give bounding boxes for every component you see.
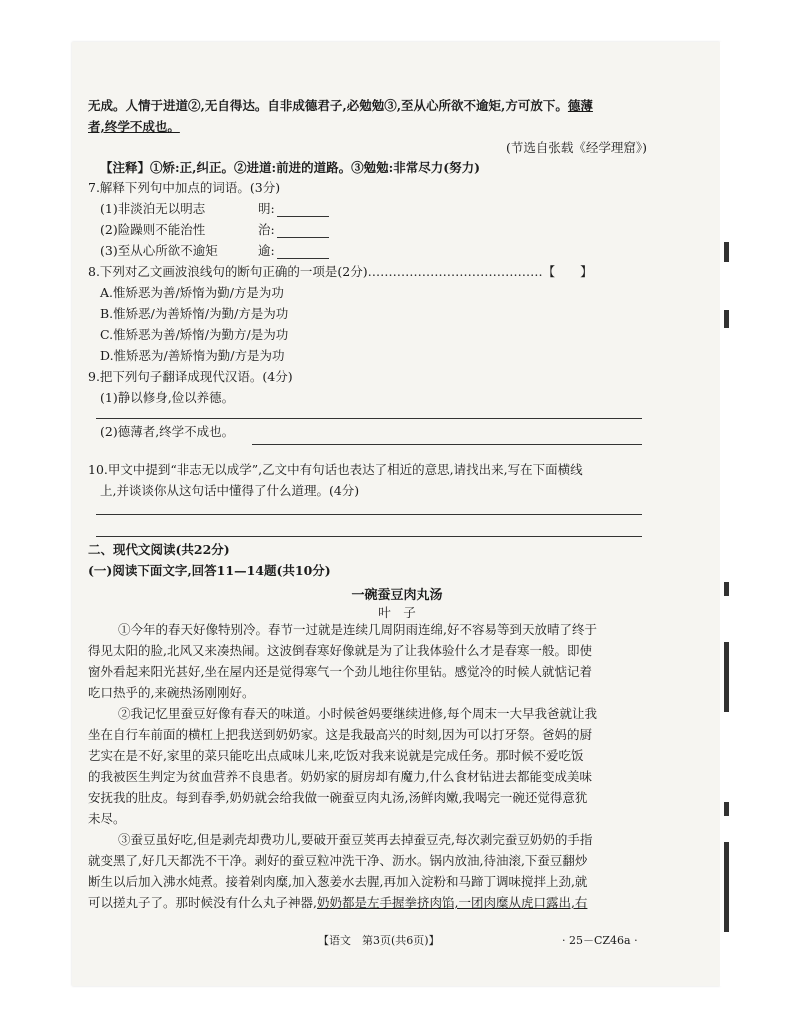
q7-item-2: (2)险躁则不能治性	[100, 222, 206, 237]
article-title: 一碗蚕豆肉丸汤	[351, 588, 443, 603]
q7-answer-blank-1[interactable]	[277, 216, 329, 217]
paragraph-line: ②我记忆里蚕豆好像有春天的味道。小时候爸妈要继续进修,每个周末一大早我爸就让我	[118, 706, 597, 721]
q7-item-3: (3)至从心所欲不逾矩	[100, 243, 218, 258]
underlined-text: 奶奶都是左手握拳挤肉馅,一团肉糜从虎口露出,右	[316, 895, 588, 910]
paragraph-line: 安抚我的肚皮。每到春季,奶奶就会给我做一碗蚕豆肉丸汤,汤鲜肉嫩,我喝完一碗还觉得意犹	[88, 790, 588, 805]
q7-term-2: 治:	[258, 222, 275, 237]
wavy-underlined-text: 者,终学不成也。	[88, 119, 180, 134]
paragraph-line: ③蚕豆虽好吃,但是剥壳却费功儿,要破开蚕豆荚再去掉蚕豆壳,每次剥完蚕豆奶奶的手指	[118, 832, 593, 847]
paragraph-line	[88, 895, 587, 911]
question-10-cont: 上,并谈谈你从这句话中懂得了什么道理。(4分)	[100, 483, 360, 498]
q7-term-1: 明:	[258, 201, 275, 216]
q9-sentence-1: (1)静以修身,俭以养德。	[100, 390, 235, 405]
option-a[interactable]: A.惟矫恶为善/矫惰为勤/方是为功	[100, 285, 284, 300]
paragraph-line: 吃口热乎的,来碗热汤刚刚好。	[88, 685, 255, 700]
annotation-note: 【注释】①矫:正,纠正。②进道:前进的道路。③勉勉:非常尽力(努力)	[100, 160, 481, 175]
paragraph-line: 的我被医生判定为贫血营养不良患者。奶奶家的厨房却有魔力,什么食材钻进去都能变成美味	[88, 769, 592, 784]
paragraph-line: 坐在自行车前面的横杠上把我送到奶奶家。这是我最高兴的时刻,因为可以打牙祭。爸妈的厨	[88, 727, 592, 742]
article-author: 叶 子	[378, 605, 416, 620]
line-text: 无成。人情于进道②,无自得达。自非成德君子,必勉勉③,至从心所欲不逾矩,方可放下。	[88, 98, 568, 113]
question-10: 10.甲文中提到“非志无以成学”,乙文中有句话也表达了相近的意思,请找出来,写在下面横线	[88, 462, 583, 477]
q10-answer-line-2[interactable]	[96, 536, 642, 537]
text-line	[88, 119, 180, 135]
option-b[interactable]: B.惟矫恶/为善矫惰/为勤/方是为功	[100, 306, 289, 321]
q9-answer-line-1[interactable]	[96, 418, 642, 419]
paragraph-line: 就变黑了,好几天都洗不干净。剥好的蚕豆粒冲洗干净、沥水。锅内放油,待油滚,下蚕豆翻炒	[88, 853, 588, 868]
option-c[interactable]: C.惟矫恶为善/矫惰/为勤方/是为功	[100, 327, 289, 342]
page-code: · 25－CZ46a ·	[562, 934, 638, 947]
paragraph-line: ①今年的春天好像特别冷。春节一过就是连续几周阴雨连绵,好不容易等到天放晴了终于	[118, 622, 597, 637]
option-d[interactable]: D.惟矫恶为/善矫惰为勤/方是为功	[100, 348, 285, 363]
wavy-underlined-text: 德薄	[567, 98, 593, 113]
question-9: 9.把下列句子翻译成现代汉语。(4分)	[88, 369, 293, 384]
q7-answer-blank-2[interactable]	[277, 237, 329, 238]
line-text: 可以搓丸子了。那时候没有什么丸子神器,	[88, 895, 317, 910]
paragraph-line: 未尽。	[88, 811, 126, 826]
q7-answer-blank-3[interactable]	[277, 258, 329, 259]
paragraph-line: 得见太阳的脸,北风又来凑热闹。这波倒春寒好像就是为了让我体验什么才是春寒一般。即使	[88, 643, 592, 658]
paragraph-line: 窗外看起来阳光甚好,坐在屋内还是觉得寒气一个劲儿地往你里钻。感觉冷的时候人就惦记着	[88, 664, 592, 679]
q9-answer-line-2[interactable]	[252, 444, 642, 445]
paragraph-line: 断生以后加入沸水炖煮。接着剁肉糜,加入葱姜水去腥,再加入淀粉和马蹄丁调味搅拌上劲,就	[88, 874, 588, 889]
source-citation: (节选自张载《经学理窟》)	[506, 140, 648, 155]
q9-sentence-2: (2)德薄者,终学不成也。	[100, 424, 235, 439]
section-heading: 二、现代文阅读(共22分)	[88, 542, 230, 557]
question-7: 7.解释下列句中加点的词语。(3分)	[88, 180, 281, 195]
q7-item-1: (1)非淡泊无以明志	[100, 201, 206, 216]
text-line	[88, 98, 593, 114]
page-footer: 【语文 第3页(共6页)】	[318, 934, 440, 947]
subsection-heading: (一)阅读下面文字,回答11—14题(共10分)	[88, 563, 331, 578]
paragraph-line: 艺实在是不好,家里的菜只能吃出点咸味儿来,吃饭对我来说就是完成任务。那时候不爱吃饭	[88, 748, 584, 763]
q10-answer-line-1[interactable]	[96, 514, 642, 515]
adjacent-page-edge	[720, 42, 794, 986]
q7-term-3: 逾:	[258, 243, 275, 258]
question-8: 8.下列对乙文画波浪线句的断句正确的一项是(2分)……………………………………【 】	[88, 264, 593, 279]
